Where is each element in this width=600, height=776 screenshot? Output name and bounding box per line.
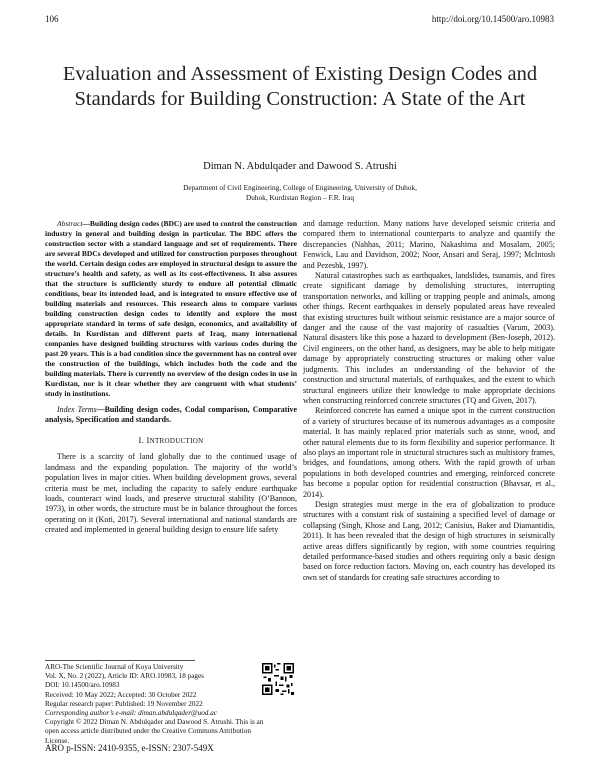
issn-footer: ARO p-ISSN: 2410-9355, e-ISSN: 2307-549X [45, 743, 214, 753]
paragraph-reinforced-concrete: Reinforced concrete has earned a unique spot in the current construction of a variety of structures because of its numerous advantages as a composite material. It has mainly replaced prior materials such as stone, wood, and other natural elements due to its form flexibility and superior performance. It also plays an important role in structural structures such as multistory frames, bridges, and foundations, among others. With the rapid growth of urban populations in both developed countries and emerging, reinforced concrete has become a popular option for residential construction (Bhavsar, et al., 2014). [303, 406, 555, 499]
index-terms [45, 405, 297, 425]
affiliation-line-2: Duhok, Kurdistan Region – F.R. Iraq [245, 193, 355, 202]
section-heading-introduction [45, 435, 297, 446]
index-terms-label: Index Terms [57, 405, 97, 414]
page-number: 106 [45, 14, 59, 24]
abstract [45, 219, 297, 399]
authors: Diman N. Abdulqader and Dawood S. Atrushi [203, 161, 397, 172]
info-copyright: Copyright © 2022 Diman N. Abdulqader and Dawood S. Atrushi. This is an open access article distributed under the Creative Commons Attribution License. [45, 718, 264, 745]
affiliation-line-1: Department of Civil Engineering, College of Engineering, University of Duhok, [183, 183, 417, 192]
intro-paragraph: There is a scarcity of land globally due to the continued usage of landmass and the expanding population. The majority of the world’s population lives in major cities. When building development grows, several criteria must be met, including the capacity to safely endure earthquake loads, counteract wind loads, and preserve structural stability (O’Bannon, 1973), in other words, the structure must be in balance throughout the forces operating on it (Koti, 2017). Several international and national standards are created and implemented in general building design to ensure life safety [45, 452, 297, 535]
section-title-rest: NTRODUCTION [149, 437, 204, 445]
info-published: Regular research paper: Published: 19 November 2022 [45, 699, 203, 708]
section-first-letter: I [146, 435, 150, 445]
info-journal: ARO-The Scientific Journal of Koya University [45, 663, 184, 671]
paragraph-design-strategies: Design strategies must merge in the era of globalization to produce structures with a constant risk of sustaining a specified level of damage or collapsing (Singh, Khose and Lang, 2012; Canisius, Baker and Diamantidis, 2011). It has been revealed that the design of high structures in seismically active areas differs significantly by region, with some countries requiring detailed performance-based studies and others requiring only a basic design based on force reduction factors. Moving on, each country has developed its own set of standards for creating safe structures according to [303, 499, 555, 582]
abstract-text: —Building design codes (BDC) are used to control the construction industry in general and building design in particular. The BDC offers the construction sector with a standard language and set of requirements. There are several BDCs developed and utilized for construction purposes throughout the world. Certain design codes are employed in structural design to assure the structure’s health and safety, as well as its cost-effectiveness. It also assures that the structure is sufficiently sturdy to endure all potential climatic conditions, bear its intended load, and is integrated to ensure effective use of building materials and resources. This research aims to compare various building construction design codes to identify and explore the most appropriate standard in terms of safe design, economics, and availability of details. In Kurdistan and different parts of Iraq, many international companies have designed building structures with various codes during the past 20 years. This is a bad condition since the government has no control over the construction of the buildings, which includes both the code and the building materials. There is currently no overview of the design codes in use in Kurdistan, nor is it clear whether they are congruent with what students’ study in institutions. [45, 219, 298, 398]
info-volume: Vol. X, No. 2 (2022), Article ID: ARO.10983, 18 pages [45, 672, 204, 681]
info-email[interactable]: Corresponding author’s e-mail: diman.abdulqader@uod.ac [45, 709, 217, 718]
qr-code-icon [262, 663, 294, 695]
affiliation [150, 183, 450, 203]
right-column [303, 219, 555, 583]
paper-title: Evaluation and Assessment of Existing Design Codes and Standards for Building Construction: A State of the Art [62, 63, 538, 110]
section-numeral: I. [138, 435, 147, 445]
abstract-label: Abstract [57, 219, 83, 228]
paragraph-natural-catastrophes: Natural catastrophes such as earthquakes, landslides, tsunamis, and fires create significant damage by demolishing structures, interrupting transportation networks, and killing or trapping people and animals, among other things. Recent earthquakes in densely populated areas have revealed that existing structures built without seismic resistance are a major source of danger and the cause of the vast majority of casualties (Varum, 2003). Natural disasters like this pose a hazard to development (Ben-Joseph, 2012). Civil engineers, on the other hand, as designers, may be able to help mitigate damage by appropriately constructing structures or making other value judgments. This includes an understanding of the behavior of the construction and structural materials, of earthquakes, and the extent to which structural engineers utilize their knowledge to make appropriate decisions when constructing reinforced concrete structures (TQ and Given, 2017). [303, 271, 555, 405]
index-terms-text: —Building design codes, Codal comparison, Comparative analysis, Specification and standards. [45, 405, 297, 424]
info-received: Received: 10 May 2022; Accepted: 30 October 2022 [45, 690, 197, 699]
paragraph-damage-reduction: and damage reduction. Many nations have developed seismic criteria and compared them to international counterparts to analyze and quantify the discrepancies (Nahhas, 2011; Marino, Nakashima and Mosalam, 2005; Fenwick, Lau and Davidson, 2002; Noor, Ansari and Seraj, 1997; McIntosh and Pezeshk, 1997). [303, 219, 555, 270]
header-doi-link[interactable]: http://doi.org/10.14500/aro.10983 [431, 14, 554, 24]
info-divider [45, 660, 195, 661]
article-info-box [45, 660, 297, 746]
info-doi[interactable]: DOI: 10.14500/aro.10983 [45, 681, 120, 690]
left-column [45, 219, 297, 536]
